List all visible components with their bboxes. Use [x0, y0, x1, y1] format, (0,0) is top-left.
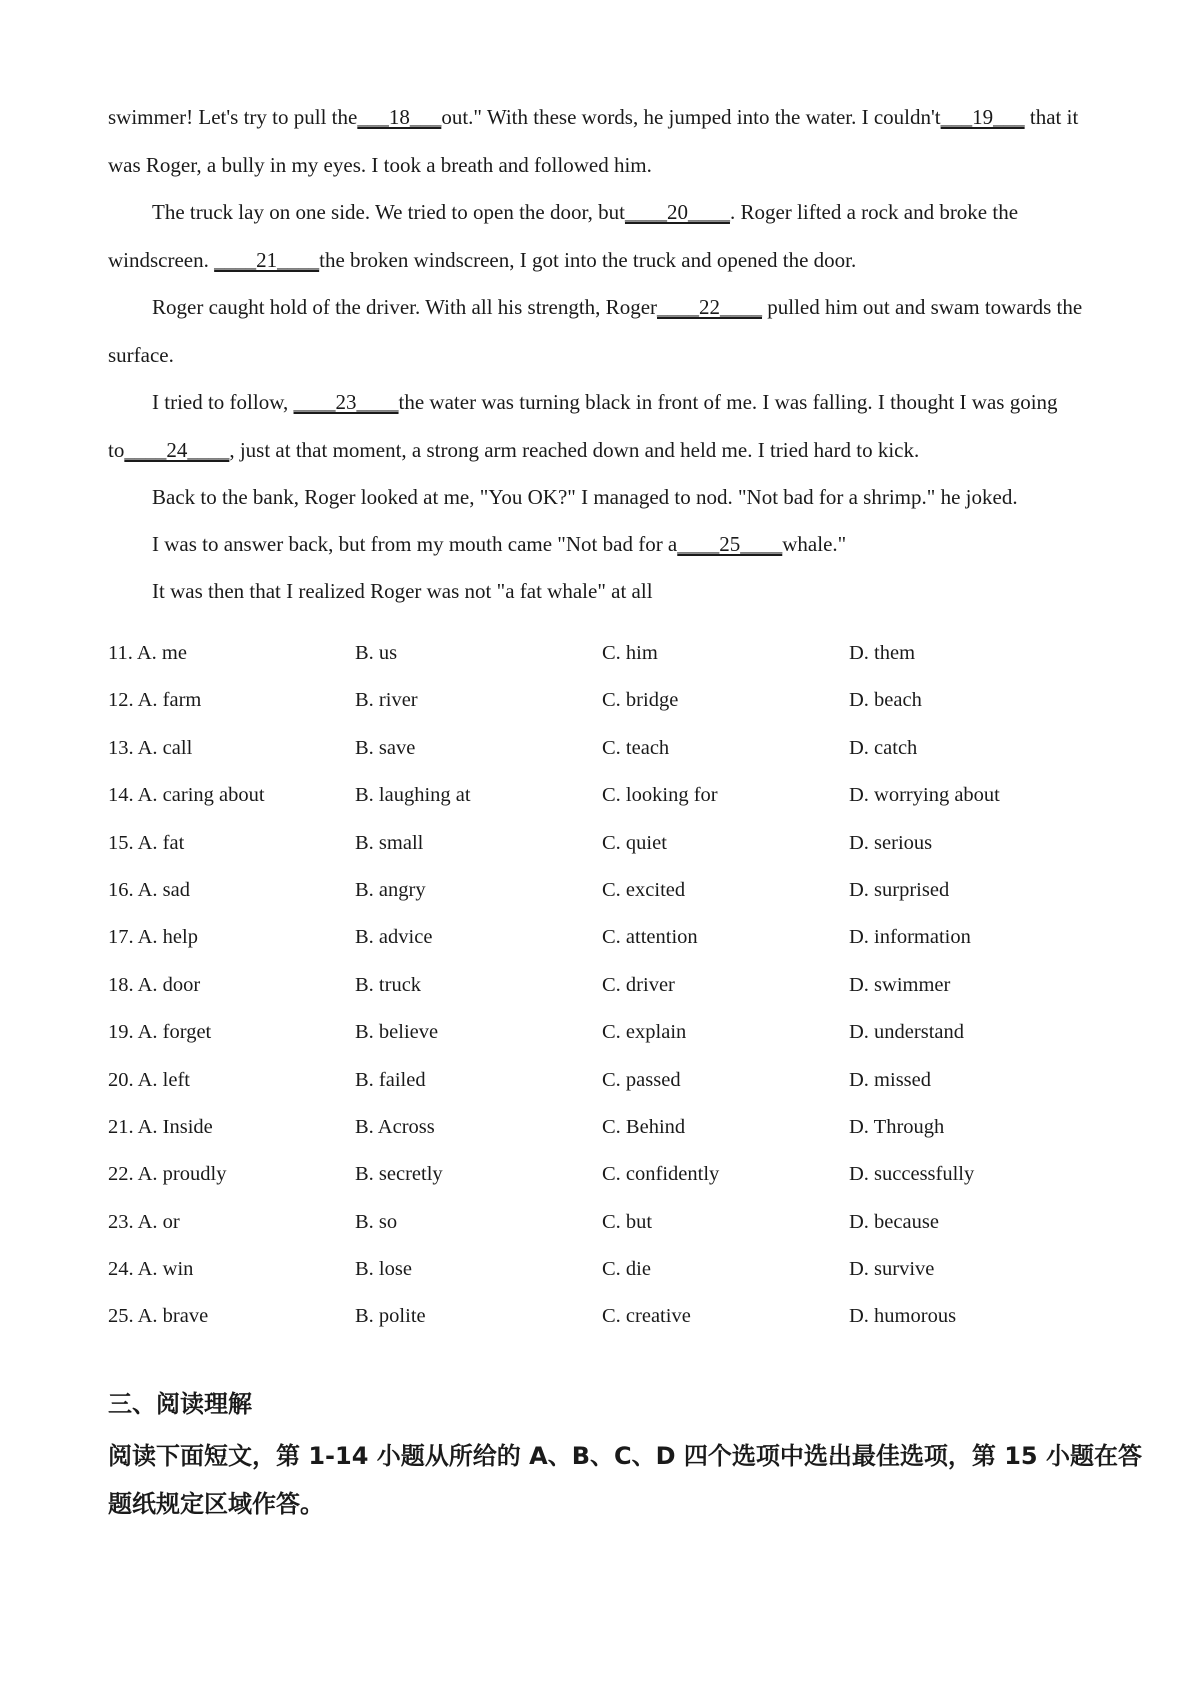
blank-22: ____22____ — [657, 295, 763, 319]
option-a: 15. A. fat — [108, 831, 185, 854]
passage-text: out." With these words, he jumped into the water. I couldn't — [441, 105, 941, 129]
option-b: B. lose — [355, 1258, 412, 1281]
option-c: C. looking for — [602, 784, 718, 807]
option-d: D. worrying about — [849, 784, 1000, 807]
blank-25: ____25____ — [677, 532, 783, 556]
question-row-17 — [108, 914, 1098, 961]
option-a: 17. A. help — [108, 926, 198, 949]
instruction-line: 阅读下面短文，第 1-14 小题从所给的 A、B、C、D 四个选项中选出最佳选项，第 15 小题在答 — [108, 1442, 1142, 1470]
options-list — [108, 630, 1098, 1341]
option-c: C. bridge — [602, 689, 679, 712]
question-row-16 — [108, 867, 1098, 914]
passage-paragraph-2 — [108, 189, 1098, 284]
question-row-24 — [108, 1246, 1098, 1293]
option-b: B. small — [355, 831, 424, 854]
option-d: D. successfully — [849, 1163, 975, 1186]
option-c: C. creative — [602, 1305, 691, 1328]
option-c: C. but — [602, 1210, 653, 1233]
question-row-14 — [108, 772, 1098, 819]
option-b: B. laughing at — [355, 784, 471, 807]
option-c: C. explain — [602, 1021, 687, 1044]
option-d: D. catch — [849, 736, 918, 759]
question-row-22 — [108, 1151, 1098, 1198]
passage-text: that it — [1024, 105, 1079, 129]
option-b: B. secretly — [355, 1163, 443, 1186]
instruction-line: 题纸规定区域作答。 — [108, 1490, 324, 1518]
question-row-12 — [108, 677, 1098, 724]
blank-20: ____20____ — [624, 200, 730, 224]
option-a: 24. A. win — [108, 1258, 194, 1281]
option-d: D. beach — [849, 689, 922, 712]
passage-line — [108, 427, 1098, 475]
option-c: C. him — [602, 642, 658, 664]
question-row-11 — [108, 630, 1098, 677]
passage-text: the broken windscreen, I got into the truck and opened the door. — [319, 247, 857, 272]
passage-paragraph-7 — [108, 568, 1098, 616]
option-d: D. surprised — [849, 878, 950, 901]
option-b: B. save — [355, 736, 416, 759]
option-b: B. truck — [355, 973, 422, 996]
option-d: D. them — [849, 642, 916, 664]
question-row-25 — [108, 1293, 1098, 1340]
option-d: D. information — [849, 926, 971, 949]
option-c: C. driver — [602, 973, 675, 996]
passage-line: It was then that I realized Roger was not "a fat whale" at all — [152, 579, 653, 603]
passage-line: was Roger, a bully in my eyes. I took a breath and followed him. — [108, 152, 652, 177]
option-a: 22. A. proudly — [108, 1163, 227, 1186]
passage-paragraph-5 — [108, 474, 1098, 522]
question-row-20 — [108, 1057, 1098, 1104]
option-b: B. us — [355, 642, 398, 664]
passage-line — [108, 379, 1098, 427]
passage-line — [108, 237, 1098, 285]
option-c: C. teach — [602, 736, 670, 759]
passage-line — [108, 284, 1098, 332]
blank-21: ____21____ — [214, 247, 320, 272]
option-b: B. angry — [355, 878, 426, 901]
question-row-23 — [108, 1199, 1098, 1246]
passage-line — [108, 189, 1098, 237]
passage-text: pulled him out and swam towards the — [762, 295, 1083, 319]
option-b: B. believe — [355, 1021, 439, 1044]
option-a: 14. A. caring about — [108, 784, 265, 807]
option-a: 21. A. Inside — [108, 1115, 213, 1138]
option-d: D. because — [849, 1210, 939, 1233]
option-b: B. so — [355, 1210, 398, 1233]
passage-line: surface. — [108, 342, 174, 367]
option-d: D. understand — [849, 1021, 965, 1044]
option-b: B. Across — [355, 1115, 435, 1138]
blank-19: ___19___ — [940, 105, 1025, 129]
question-row-21 — [108, 1104, 1098, 1151]
option-c: C. attention — [602, 926, 698, 949]
option-d: D. Through — [849, 1115, 945, 1138]
option-b: B. failed — [355, 1068, 426, 1091]
passage-paragraph-3 — [108, 284, 1098, 379]
blank-18: ___18___ — [357, 105, 442, 129]
passage-paragraph-1 — [108, 94, 1098, 189]
passage-paragraph-6 — [108, 521, 1098, 569]
passage-text: The truck lay on one side. We tried to open the door, but — [152, 200, 625, 224]
option-d: D. humorous — [849, 1305, 957, 1328]
question-row-19 — [108, 1009, 1098, 1056]
passage-text: I was to answer back, but from my mouth came "Not bad for a — [152, 532, 678, 556]
passage-text: to — [108, 437, 125, 462]
passage-text: . Roger lifted a rock and broke the — [729, 200, 1019, 224]
option-c: C. passed — [602, 1068, 681, 1091]
option-a: 18. A. door — [108, 973, 201, 996]
question-row-15 — [108, 820, 1098, 867]
passage-text: whale." — [782, 532, 847, 556]
option-a: 13. A. call — [108, 736, 193, 759]
passage-text: the water was turning black in front of me. I was falling. I thought I was going — [398, 390, 1058, 414]
passage-text: swimmer! Let's try to pull the — [108, 105, 358, 129]
passage-line — [108, 521, 1098, 569]
passage-text: I tried to follow, — [152, 390, 294, 414]
passage-line: Back to the bank, Roger looked at me, "You OK?" I managed to nod. "Not bad for a shrimp." he joked. — [152, 485, 1018, 509]
option-a: 19. A. forget — [108, 1021, 212, 1044]
option-c: C. die — [602, 1258, 651, 1281]
blank-24: ____24____ — [124, 437, 230, 462]
option-c: C. Behind — [602, 1115, 686, 1138]
option-a: 20. A. left — [108, 1068, 190, 1091]
passage-text: windscreen. — [108, 247, 215, 272]
section-title: 三、阅读理解 — [108, 1390, 252, 1418]
option-a: 23. A. or — [108, 1210, 180, 1233]
section-instructions — [108, 1432, 1142, 1528]
passage-line — [108, 94, 1098, 142]
passage-text: Roger caught hold of the driver. With all his strength, Roger — [152, 295, 658, 319]
option-a: 16. A. sad — [108, 878, 190, 901]
option-c: C. excited — [602, 878, 686, 901]
option-a: 11. A. me — [108, 642, 187, 664]
option-d: D. serious — [849, 831, 933, 854]
option-d: D. survive — [849, 1258, 935, 1281]
option-d: D. missed — [849, 1068, 931, 1091]
passage-text: , just at that moment, a strong arm reached down and held me. I tried hard to kick. — [229, 437, 920, 462]
option-b: B. polite — [355, 1305, 426, 1328]
passage-paragraph-4 — [108, 379, 1098, 474]
option-b: B. river — [355, 689, 418, 712]
option-d: D. swimmer — [849, 973, 951, 996]
option-c: C. confidently — [602, 1163, 720, 1186]
question-row-13 — [108, 725, 1098, 772]
option-a: 12. A. farm — [108, 689, 202, 712]
question-row-18 — [108, 962, 1098, 1009]
blank-23: ____23____ — [293, 390, 399, 414]
option-a: 25. A. brave — [108, 1305, 209, 1328]
option-c: C. quiet — [602, 831, 667, 854]
option-b: B. advice — [355, 926, 433, 949]
